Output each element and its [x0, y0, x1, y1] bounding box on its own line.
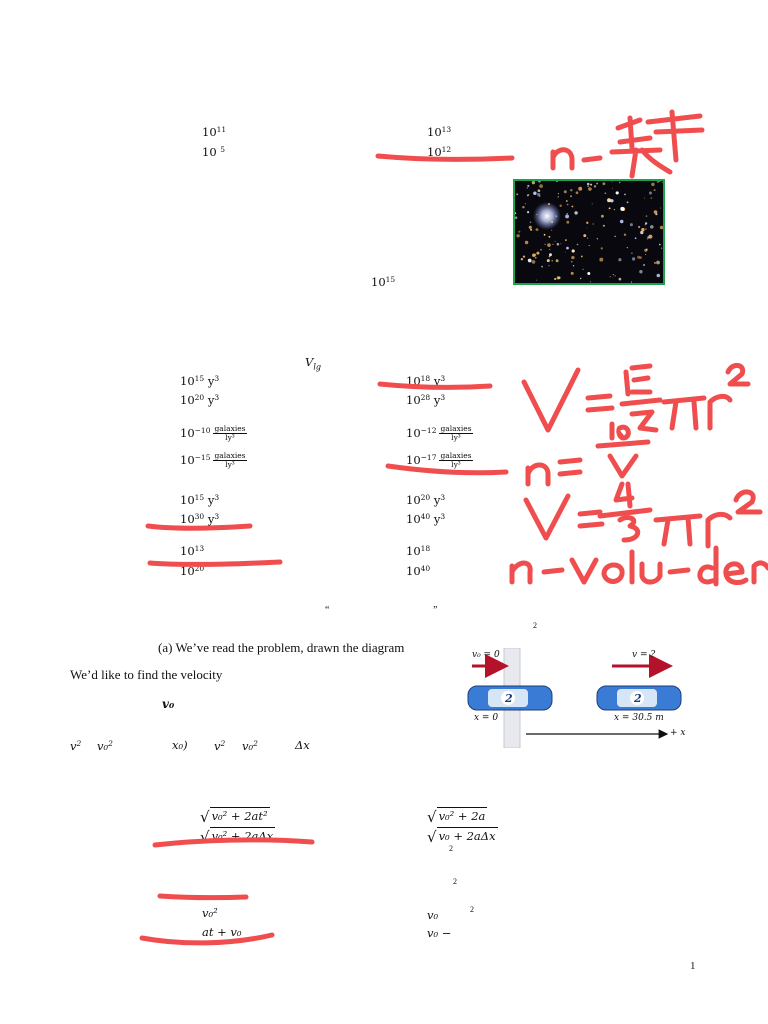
option-d1-left: $10^{-10}$ $\frac{\text{galaxies}}{\text{ly³}}$: [180, 424, 246, 443]
option-n2-right: $10^{40}$: [406, 564, 431, 578]
ink-underline-7: [160, 896, 246, 898]
option-a: √ v₀² + 2at²: [200, 808, 268, 826]
option-n1-left: $10^{13}$: [180, 544, 205, 558]
option-f: at + v₀: [202, 925, 242, 939]
option-r2-right: $10^{28}$ $y^3$: [406, 393, 446, 407]
eq-v0-2-b: v₀$^2$: [242, 739, 258, 753]
ink-n-1: [553, 150, 572, 168]
ink-V-1: [524, 370, 578, 430]
option-r4-right: $10^{40}$ $y^3$: [406, 512, 446, 526]
x1-label: x = 30.5 m: [614, 713, 664, 723]
option-d-subscript: 2: [449, 844, 453, 853]
eq-v0-2: v₀$^2$: [97, 739, 113, 753]
option-n1-right: $10^{18}$: [406, 544, 431, 558]
x0-label: x = 0: [474, 713, 499, 723]
find-velocity-text: We’d like to find the velocity: [70, 667, 223, 682]
galaxy-image: [513, 179, 665, 285]
value-right-2: $10^{12}$: [427, 145, 452, 159]
option-d2-left: $10^{-15}$ $\frac{\text{galaxies}}{\text{ly³}}$: [180, 451, 246, 470]
option-d1-right: $10^{-12}$ $\frac{\text{galaxies}}{\text{ly³}}$: [406, 424, 472, 443]
ink-n-2: [528, 465, 548, 484]
option-r2-left: $10^{20}$ $y^3$: [180, 393, 220, 407]
v0-bold: v₀: [162, 697, 175, 711]
car-number-2: 2: [634, 692, 642, 705]
value-right-1: $10^{13}$: [427, 125, 452, 139]
option-c: √ v₀² + 2a: [427, 808, 486, 826]
eq-v2: $v^2$: [70, 739, 82, 753]
part-a-text: (a) We’ve read the problem, drawn the diagram: [158, 640, 405, 655]
option-r1-left: $10^{15}$ $y^3$: [180, 374, 220, 388]
option-r3-right: $10^{20}$ $y^3$: [406, 493, 446, 507]
v0-label: v₀ = 0: [472, 650, 500, 660]
option-g: v₀: [427, 908, 439, 922]
eq-v2-b: $v^2$: [214, 739, 226, 753]
option-n2-left: $10^{20}$: [180, 564, 205, 578]
value-center: $10^{15}$: [371, 275, 396, 289]
axis-label: + x: [670, 728, 686, 738]
ink-underline-5: [150, 562, 280, 565]
ink-V-2: [526, 496, 568, 538]
option-r1-right: $10^{18}$ $y^3$: [406, 374, 446, 388]
eq-delta-x: Δx: [295, 738, 310, 752]
option-r3-left: $10^{15}$ $y^3$: [180, 493, 220, 507]
quote-close: ”: [433, 605, 438, 616]
v-label: v = ?: [632, 650, 656, 660]
option-e: v₀²: [202, 906, 218, 920]
option-d2-right: $10^{-17}$ $\frac{\text{galaxies}}{\text{ly³}}$: [406, 451, 472, 470]
stray-superscript: 2: [533, 621, 537, 630]
car-diagram: [462, 648, 702, 748]
page-number: 1: [690, 960, 696, 972]
value-left-2: 10 $^5$: [202, 145, 226, 159]
volume-label: $V_{lg}$: [305, 355, 321, 372]
stray-two-2: 2: [453, 877, 457, 886]
option-h: v₀ −: [427, 926, 452, 940]
option-g-exp: 2: [470, 905, 474, 914]
eq-x0: x₀): [172, 738, 188, 752]
quote-open: “: [325, 605, 330, 616]
option-r4-left: $10^{30}$ $y^3$: [180, 512, 220, 526]
option-b: √ v₀² + 2aΔx: [200, 828, 274, 846]
car-number-1: 2: [505, 692, 513, 705]
value-left-1: $10^{11}$: [202, 125, 227, 139]
ink-underline-4: [148, 526, 250, 528]
option-d: √ v₀ + 2aΔx: [427, 828, 496, 846]
ink-n-3: [512, 563, 530, 582]
